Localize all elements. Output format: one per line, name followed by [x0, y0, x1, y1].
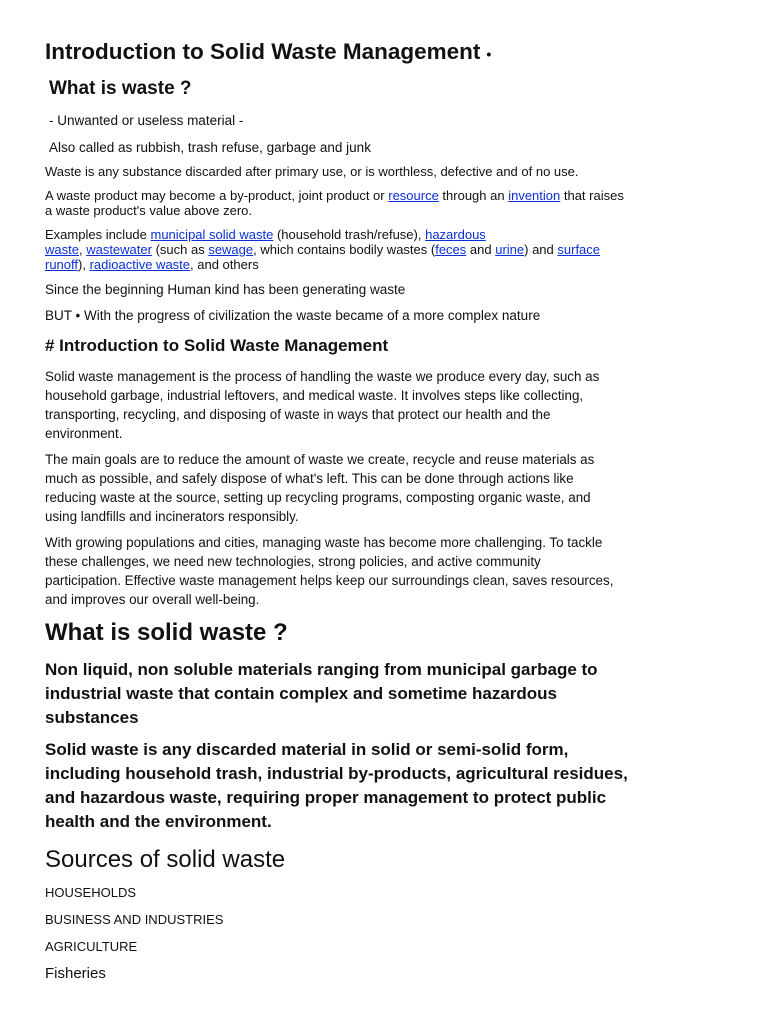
- waste-line-2: Also called as rubbish, trash refuse, garbage and junk: [49, 140, 371, 155]
- intro-paragraph-1: Solid waste management is the process of handling the waste we produce every day, such as household garbage, industrial leftovers, and medical waste. It involves steps like collecting, transporting, recycling, and disposing of waste in ways that protect our health and the environment.: [45, 369, 600, 441]
- source-item: BUSINESS AND INDUSTRIES: [45, 912, 224, 927]
- source-item: AGRICULTURE: [45, 939, 138, 954]
- invention-link[interactable]: invention: [508, 188, 561, 203]
- waste-line-1: - Unwanted or useless material -: [49, 113, 244, 128]
- hazardous-waste-link-b[interactable]: waste: [45, 242, 79, 257]
- title-bullet: •: [486, 46, 492, 62]
- municipal-solid-waste-link[interactable]: municipal solid waste: [150, 227, 274, 242]
- urine-link[interactable]: urine: [495, 242, 525, 257]
- page-title: Introduction to Solid Waste Management •: [45, 39, 492, 64]
- since-line: Since the beginning Human kind has been generating waste: [45, 282, 406, 297]
- intro-heading: # Introduction to Solid Waste Management: [45, 336, 389, 355]
- surface-runoff-link-a[interactable]: surface: [557, 242, 601, 257]
- solid-waste-heading: What is solid waste ?: [45, 619, 288, 646]
- byproduct-paragraph: A waste product may become a by-product, joint product or resource through an invention that raises a waste product's value above zero.: [45, 188, 624, 218]
- intro-paragraph-2: The main goals are to reduce the amount of waste we create, recycle and reuse materials as much as possible, and safely dispose of what's left. This can be done through actions like reducing waste at the source, setting up recycling programs, composting organic waste, and using landfills and incinerators responsibly.: [45, 452, 595, 524]
- solid-waste-paragraph-2: Solid waste is any discarded material in solid or semi-solid form, including household trash, industrial by-products, agricultural residues, and hazardous waste, requiring proper management to protect public health and the environment.: [45, 740, 628, 831]
- source-item: HOUSEHOLDS: [45, 885, 137, 900]
- what-is-waste-heading: What is waste ?: [49, 78, 192, 99]
- sources-heading: Sources of solid waste: [45, 846, 286, 873]
- surface-runoff-link-b[interactable]: runoff: [45, 257, 79, 272]
- resource-link[interactable]: resource: [388, 188, 439, 203]
- solid-waste-paragraph-1: Non liquid, non soluble materials ranging from municipal garbage to industrial waste that contain complex and sometime hazardous substances: [45, 660, 598, 727]
- feces-link[interactable]: feces: [435, 242, 467, 257]
- waste-definition: Waste is any substance discarded after primary use, or is worthless, defective and of no use.: [45, 164, 579, 179]
- source-item: Fisheries: [45, 965, 106, 982]
- radioactive-waste-link[interactable]: radioactive waste: [89, 257, 191, 272]
- sewage-link[interactable]: sewage: [208, 242, 254, 257]
- examples-paragraph: Examples include municipal solid waste (household trash/refuse), hazardous waste, wastewater (such as sewage, which contains bodily wastes (feces and urine) and surface runoff), radioactive waste, and others: [45, 227, 601, 272]
- hazardous-waste-link-a[interactable]: hazardous: [425, 227, 486, 242]
- but-line: BUT • With the progress of civilization the waste became of a more complex nature: [45, 308, 541, 323]
- intro-paragraph-3: With growing populations and cities, managing waste has become more challenging. To tackle these challenges, we need new technologies, strong policies, and active community participation. Effective waste management helps keep our surroundings clean, saves resources, and improves our overall well-being.: [45, 535, 614, 607]
- wastewater-link[interactable]: wastewater: [86, 242, 152, 257]
